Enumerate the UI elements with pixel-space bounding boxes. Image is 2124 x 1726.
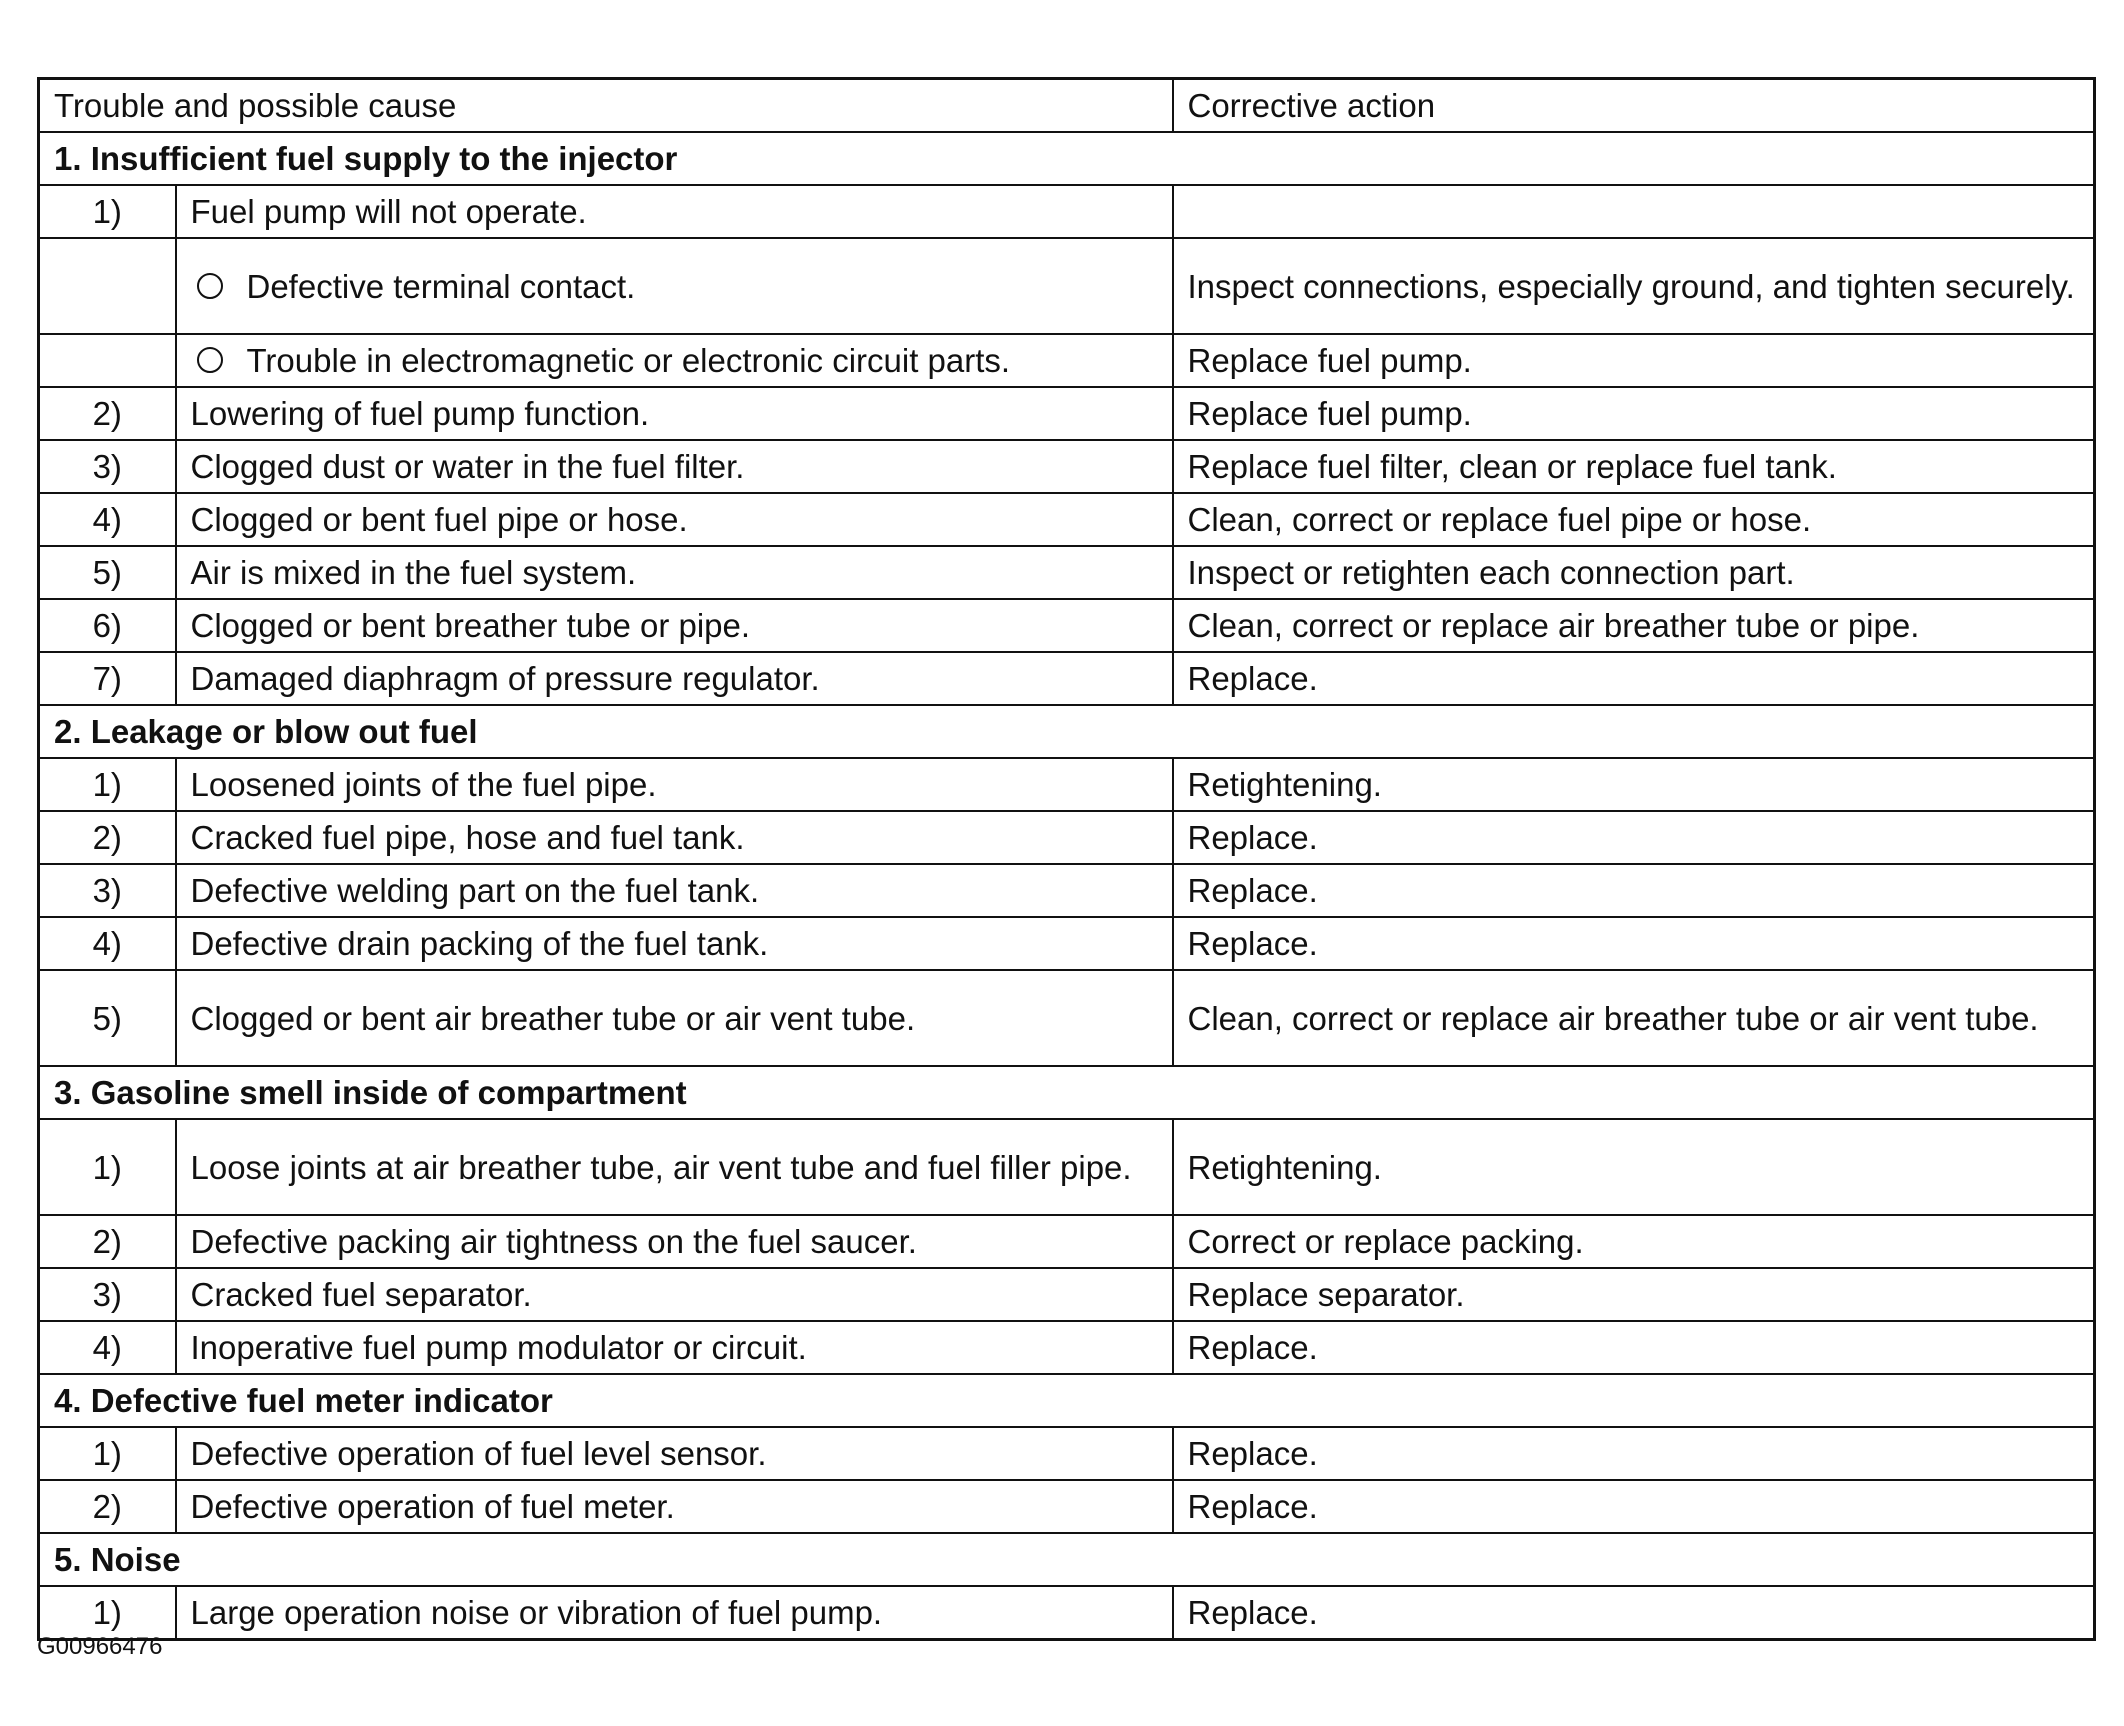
section-title: 3. Gasoline smell inside of compartment (39, 1066, 2095, 1119)
row-action: Clean, correct or replace fuel pipe or hose. (1173, 493, 2095, 546)
row-number: 7) (39, 652, 176, 705)
row-action: Replace. (1173, 1586, 2095, 1640)
row-action: Replace. (1173, 1321, 2095, 1374)
row-number: 1) (39, 185, 176, 238)
table-row (39, 1427, 2095, 1480)
row-number (39, 238, 176, 334)
table-row (39, 652, 2095, 705)
row-cause: Lowering of fuel pump function. (176, 387, 1173, 440)
row-cause: Defective terminal contact. (246, 267, 636, 305)
row-action: Replace. (1173, 1480, 2095, 1533)
row-cause: Clogged or bent air breather tube or air vent tube. (176, 970, 1173, 1066)
row-cause: Cracked fuel pipe, hose and fuel tank. (176, 811, 1173, 864)
row-action: Replace. (1173, 652, 2095, 705)
row-number: 3) (39, 440, 176, 493)
header-action: Corrective action (1173, 79, 2095, 133)
row-number: 1) (39, 758, 176, 811)
table-row (39, 599, 2095, 652)
row-cause-cell (176, 238, 1173, 334)
row-number: 4) (39, 917, 176, 970)
section-title: 1. Insufficient fuel supply to the injector (39, 132, 2095, 185)
row-cause: Air is mixed in the fuel system. (176, 546, 1173, 599)
section-title-row (39, 705, 2095, 758)
row-cause: Defective operation of fuel meter. (176, 1480, 1173, 1533)
row-action: Inspect connections, especially ground, and tighten securely. (1173, 238, 2095, 334)
troubleshooting-table (37, 77, 2096, 1641)
row-number: 4) (39, 493, 176, 546)
table-row (39, 970, 2095, 1066)
row-number: 5) (39, 970, 176, 1066)
row-number: 3) (39, 1268, 176, 1321)
table-row (39, 758, 2095, 811)
table-row (39, 811, 2095, 864)
table-row (39, 1480, 2095, 1533)
row-cause: Damaged diaphragm of pressure regulator. (176, 652, 1173, 705)
table-row (39, 334, 2095, 387)
table-row (39, 238, 2095, 334)
row-action: Replace fuel pump. (1173, 334, 2095, 387)
table-row (39, 1268, 2095, 1321)
row-cause: Loose joints at air breather tube, air vent tube and fuel filler pipe. (176, 1119, 1173, 1215)
table-row (39, 387, 2095, 440)
row-cause: Large operation noise or vibration of fuel pump. (176, 1586, 1173, 1640)
row-cause: Fuel pump will not operate. (176, 185, 1173, 238)
table-row (39, 1119, 2095, 1215)
header-cause: Trouble and possible cause (39, 79, 1173, 133)
row-number: 1) (39, 1586, 176, 1640)
row-action: Replace separator. (1173, 1268, 2095, 1321)
row-number: 2) (39, 387, 176, 440)
row-cause: Trouble in electromagnetic or electronic circuit parts. (246, 342, 1011, 379)
row-action: Replace. (1173, 864, 2095, 917)
row-cause: Defective drain packing of the fuel tank. (176, 917, 1173, 970)
table-row (39, 864, 2095, 917)
table-row (39, 1321, 2095, 1374)
row-number: 2) (39, 811, 176, 864)
section-title-row (39, 1374, 2095, 1427)
row-cause: Defective operation of fuel level sensor. (176, 1427, 1173, 1480)
table-row (39, 493, 2095, 546)
row-action (1173, 185, 2095, 238)
row-cause: Cracked fuel separator. (176, 1268, 1173, 1321)
table-row (39, 917, 2095, 970)
row-action: Retightening. (1173, 758, 2095, 811)
row-action: Retightening. (1173, 1119, 2095, 1215)
figure-code: G00966476 (37, 1633, 163, 1660)
section-title-row (39, 1533, 2095, 1586)
row-action: Clean, correct or replace air breather tube or air vent tube. (1173, 970, 2095, 1066)
row-action: Replace fuel pump. (1173, 387, 2095, 440)
row-number: 3) (39, 864, 176, 917)
row-action: Correct or replace packing. (1173, 1215, 2095, 1268)
row-action: Clean, correct or replace air breather tube or pipe. (1173, 599, 2095, 652)
section-title: 2. Leakage or blow out fuel (39, 705, 2095, 758)
table-row (39, 1215, 2095, 1268)
section-title-row (39, 1066, 2095, 1119)
row-number: 1) (39, 1427, 176, 1480)
section-title: 5. Noise (39, 1533, 2095, 1586)
row-cause: Inoperative fuel pump modulator or circuit. (176, 1321, 1173, 1374)
circle-bullet-icon (197, 273, 223, 299)
table-row (39, 546, 2095, 599)
row-cause: Clogged or bent breather tube or pipe. (176, 599, 1173, 652)
row-number: 1) (39, 1119, 176, 1215)
row-action: Replace. (1173, 917, 2095, 970)
row-cause: Loosened joints of the fuel pipe. (176, 758, 1173, 811)
row-cause-cell (176, 334, 1173, 387)
table-row (39, 185, 2095, 238)
row-action: Replace. (1173, 811, 2095, 864)
row-number: 2) (39, 1215, 176, 1268)
row-number: 6) (39, 599, 176, 652)
row-action: Replace. (1173, 1427, 2095, 1480)
row-action: Inspect or retighten each connection part. (1173, 546, 2095, 599)
table-row (39, 1586, 2095, 1640)
row-number: 2) (39, 1480, 176, 1533)
row-number: 4) (39, 1321, 176, 1374)
section-title: 4. Defective fuel meter indicator (39, 1374, 2095, 1427)
circle-bullet-icon (197, 347, 223, 373)
row-cause: Defective welding part on the fuel tank. (176, 864, 1173, 917)
row-action: Replace fuel filter, clean or replace fuel tank. (1173, 440, 2095, 493)
row-cause: Clogged dust or water in the fuel filter. (176, 440, 1173, 493)
table-row (39, 440, 2095, 493)
section-title-row (39, 132, 2095, 185)
row-cause: Clogged or bent fuel pipe or hose. (176, 493, 1173, 546)
table-header-row (39, 79, 2095, 133)
row-number: 5) (39, 546, 176, 599)
row-cause: Defective packing air tightness on the fuel saucer. (176, 1215, 1173, 1268)
row-number (39, 334, 176, 387)
